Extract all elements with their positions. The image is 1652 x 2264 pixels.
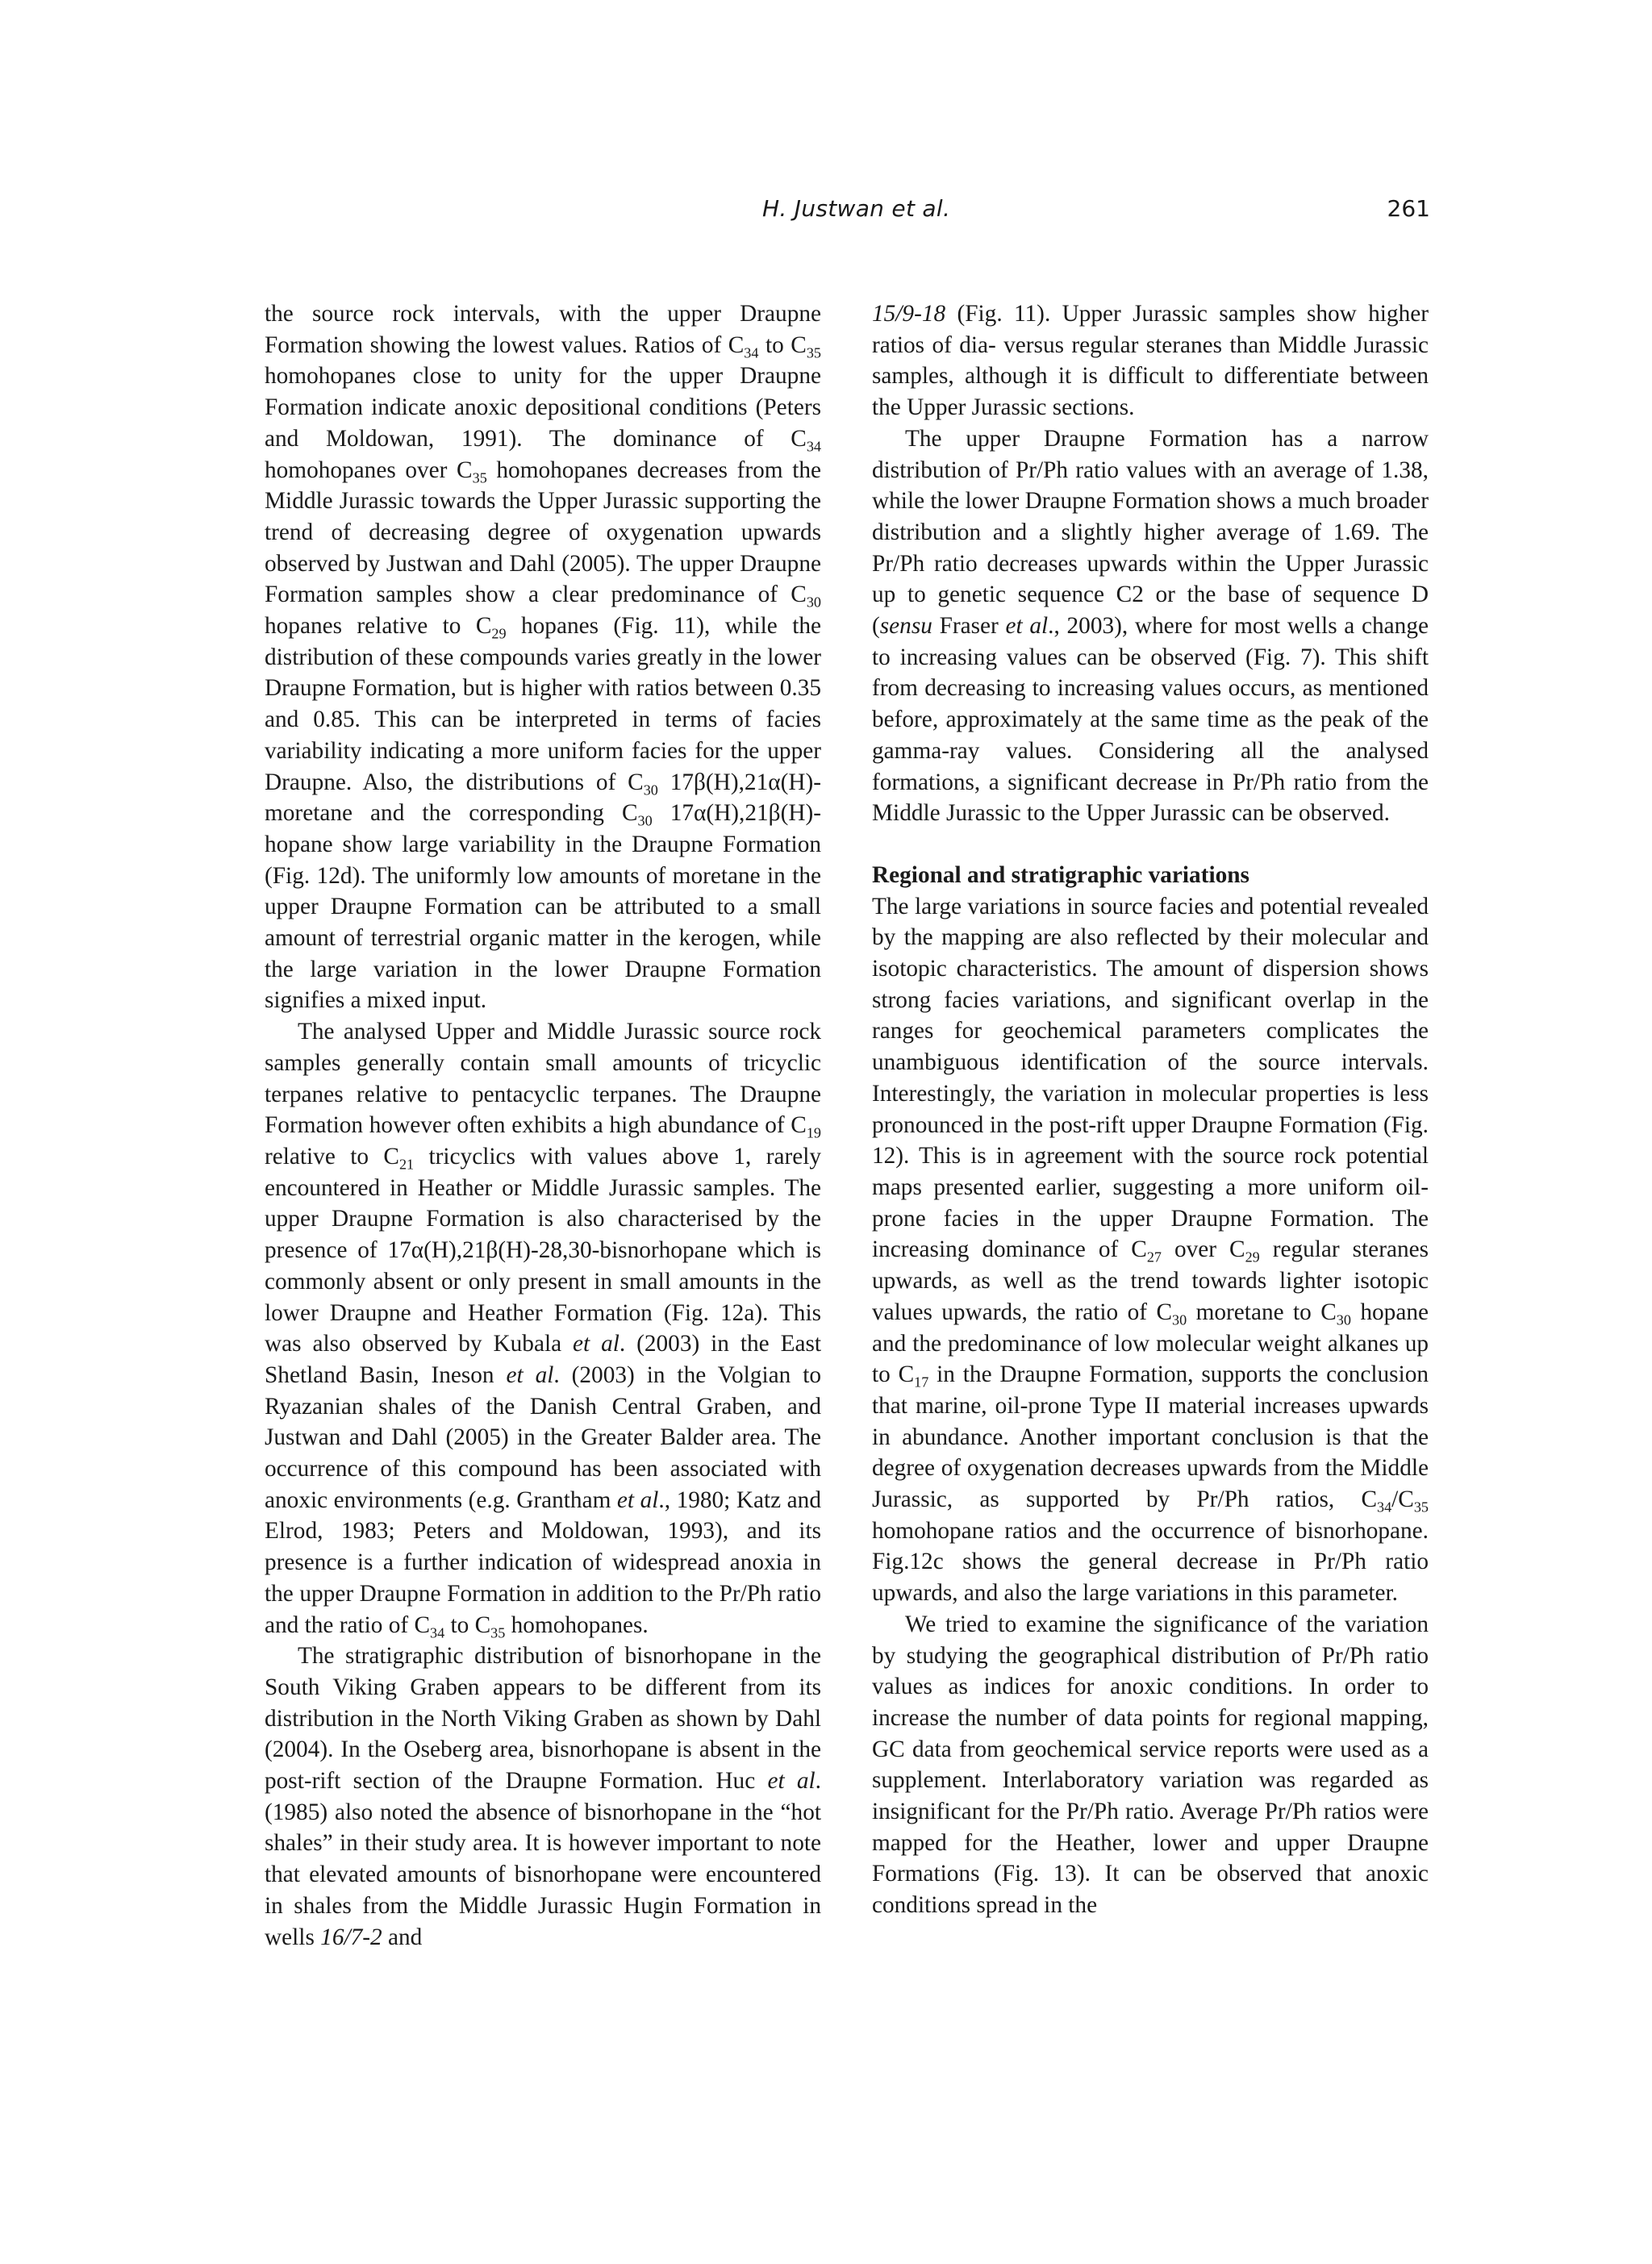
page-number: 261 — [1387, 195, 1430, 222]
paragraph-homohopanes: the source rock intervals, with the upper Draupne Formation showing the lowest values. Ratios of $C_{34}$ to $C_{35}$ homohopanes close to unity for the upper Draupne Formation indicate anoxic depositional conditions (Peters and Moldowan, 1991). The dominance of $C_{34}$ homohopanes over $C_{35}$ homohopanes decreases from the Middle Jurassic towards the Upper Jurassic supporting the trend of decreasing degree of oxygenation upwards observed by Justwan and Dahl (2005). The upper Draupne Formation samples show a clear predominance of $C_{30}$ hopanes relative to $C_{29}$ hopanes (Fig. 11), while the distribution of these compounds varies greatly in the lower Draupne Formation, but is higher with ratios between 0.35 and 0.85. This can be interpreted in terms of facies variability indicating a more uniform facies for the upper Draupne. Also, the distributions of $C_{30}$ 17β(H),21α(H)-moretane and the corresponding $C_{30}$ 17α(H),21β(H)-hopane show large variability in the Draupne Formation (Fig. 12d). The uniformly low amounts of moretane in the upper Draupne Formation can be attributed to a small amount of terrestrial organic matter in the kerogen, while the large variation in the lower Draupne Formation signifies a mixed input. — [265, 301, 822, 1014]
right-column — [872, 298, 1429, 1921]
paragraph-regional-variations: The large variations in source facies and potential revealed by the mapping are also reflected by their molecular and isotopic characteristics. The amount of dispersion shows strong facies variations, and significant overlap in the ranges for geochemical parameters complicates the unambiguous identification of the source intervals. Interestingly, the variation in molecular properties is less pronounced in the post-rift upper Draupne Formation (Fig. 12). This is in agreement with the source rock potential maps presented earlier, suggesting a more uniform oil-prone facies in the upper Draupne Formation. The increasing dominance of $C_{27}$ over $C_{29}$ regular steranes upwards, as well as the trend towards lighter isotopic values upwards, the ratio of $C_{30}$ moretane to $C_{30}$ hopane and the predominance of low molecular weight alkanes up to $C_{17}$ in the Draupne Formation, supports the conclusion that marine, oil-prone Type II material increases upwards in abundance. Another important conclusion is that the degree of oxygenation decreases upwards from the Middle Jurassic, as supported by Pr/Ph ratios, $C_{34}/C_{35}$ homohopane ratios and the occurrence of bisnorhopane. Fig.12c shows the general decrease in Pr/Ph ratio upwards, and also the large variations in this parameter. — [872, 893, 1429, 1607]
paragraph-bisnorhopane-distribution: The stratigraphic distribution of bisnorhopane in the South Viking Graben appears to be different from its distribution in the North Viking Graben as shown by Dahl (2004). In the Oseberg area, bisnorhopane is absent in the post-rift section of the Draupne Formation. Huc et al. (1985) also noted the absence of bisnorhopane in the “hot shales” in their study area. It is however important to note that elevated amounts of bisnorhopane were encountered in shales from the Middle Jurassic Hugin Formation in wells 16/7-2 and — [265, 1643, 821, 1950]
left-column — [265, 298, 821, 1953]
paragraph-tricyclic-terpanes: The analysed Upper and Middle Jurassic source rock samples generally contain small amounts of tricyclic terpanes relative to pentacyclic terpanes. The Draupne Formation however often exhibits a high abundance of $C_{19}$ relative to $C_{21}$ tricyclics with values above 1, rarely encountered in Heather or Middle Jurassic samples. The upper Draupne Formation is also characterised by the presence of 17α(H),21β(H)-28,30-bisnorhopane which is commonly absent or only present in small amounts in the lower Draupne and Heather Formation (Fig. 12a). This was also observed by Kubala et al. (2003) in the East Shetland Basin, Ineson et al. (2003) in the Volgian to Ryazanian shales of the Danish Central Graben, and Justwan and Dahl (2005) in the Greater Balder area. The occurrence of this compound has been associated with anoxic environments (e.g. Grantham et al., 1980; Katz and Elrod, 1983; Peters and Moldowan, 1993), and its presence is a further indication of widespread anoxia in the upper Draupne Formation in addition to the Pr/Ph ratio and the ratio of $C_{34}$ to $C_{35}$ homohopanes. — [265, 1019, 822, 1641]
section-heading-regional-stratigraphic: Regional and stratigraphic variations — [872, 861, 1249, 888]
paragraph-steranes-continued: 15/9-18 (Fig. 11). Upper Jurassic samples show higher ratios of dia- versus regular steranes than Middle Jurassic samples, although it is difficult to differentiate between the Upper Jurassic sections. — [872, 301, 1429, 421]
running-head-authors: H. Justwan et al. — [762, 195, 951, 222]
running-head — [0, 195, 1652, 231]
paragraph-pr-ph-ratio: The upper Draupne Formation has a narrow distribution of Pr/Ph ratio values with an average of 1.38, while the lower Draupne Formation shows a much broader distribution and a slightly higher average of 1.69. The Pr/Ph ratio decreases upwards within the Upper Jurassic up to genetic sequence C2 or the base of sequence D (sensu Fraser et al., 2003), where for most wells a change to increasing values can be observed (Fig. 7). This shift from decreasing to increasing values occurs, as mentioned before, approximately at the same time as the peak of the gamma-ray values. Considering all the analysed formations, a significant decrease in Pr/Ph ratio from the Middle Jurassic to the Upper Jurassic can be observed. — [872, 425, 1429, 827]
paragraph-geographical-distribution: We tried to examine the significance of the variation by studying the geographical distribution of Pr/Ph ratio values as indices for anoxic conditions. In order to increase the number of data points for regional mapping, GC data from geochemical service reports were used as a supplement. Interlaboratory variation was regarded as insignificant for the Pr/Ph ratio. Average Pr/Ph ratios were mapped for the Heather, lower and upper Draupne Formations (Fig. 13). It can be observed that anoxic conditions spread in the — [872, 1611, 1429, 1919]
